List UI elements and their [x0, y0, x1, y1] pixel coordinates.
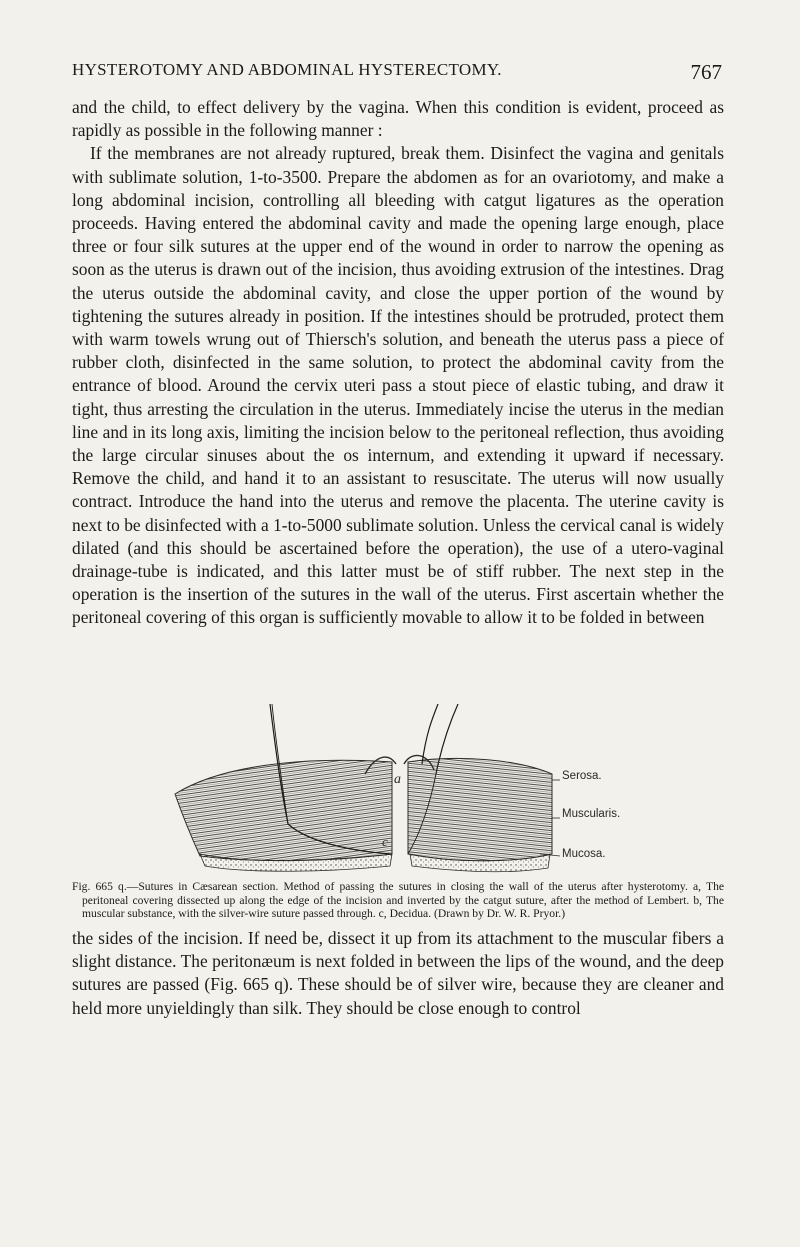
label-muscularis: Muscularis.: [562, 808, 621, 820]
body-text-top: [72, 96, 724, 630]
page-number: 767: [690, 60, 722, 84]
caption-body: Sutures in Cæsarean section. Method of passing the sutures in closing the wall of the uterus after hysterotomy. a, The peritoneal covering dissected up along the edge of the incision and inverted by the catgut suture, after the method of Lembert. b, The muscular substance, with the silver-wire suture passed through. c, Decidua. (Drawn by Dr. W. R. Pryor.): [82, 880, 725, 921]
label-c: c: [382, 834, 388, 849]
label-serosa: Serosa.: [562, 770, 602, 782]
label-mucosa: Mucosa.: [562, 848, 606, 860]
figure-caption: [72, 880, 724, 921]
paragraph: If the membranes are not already ruptured, break them. Disinfect the vagina and genitals with sublimate solution, 1-to-3500. Prepare the abdomen as for an ovariotomy, and make a long abdominal incision, controlling all bleeding with catgut ligatures as the operation proceeds. Having entered the abdominal cavity and made the opening large enough, place three or four silk sutures at the upper end of the wound in order to narrow the opening as soon as the uterus is drawn out of the incision, thus avoiding extrusion of the intestines. Drag the uterus outside the abdominal cavity, and close the upper portion of the wound by tightening the sutures already in position. If the intestines should be protruded, protect them with warm towels wrung out of Thiersch's solution, and beneath the uterus pass a piece of rubber cloth, disinfected in the same solution, to protect the abdominal cavity from the entrance of blood. Around the cervix uteri pass a stout piece of elastic tubing, and draw it tight, thus arresting the circulation in the uterus. Immediately incise the uterus in the median line and in its long axis, limiting the incision below to the peritoneal reflection, thus avoiding the large circular sinuses about the os internum, and extending it upward if necessary. Remove the child, and hand it to an assistant to resuscitate. The uterus will now usually contract. Introduce the hand into the uterus and remove the placenta. The uterine cavity is next to be disinfected with a 1-to-5000 sublimate solution. Unless the cervical canal is widely dilated (and this should be ascertained before the operation), the use of a utero-vaginal drainage-tube is indicated, and this latter must be of stiff rubber. The next step in the operation is the insertion of the sutures in the wall of the uterus. First ascertain whether the peritoneal covering of this organ is sufficiently movable to allow it to be folded in between: [72, 143, 724, 628]
running-title: HYSTEROTOMY AND ABDOMINAL HYSTERECTOMY.: [72, 60, 502, 79]
label-a: a: [394, 772, 401, 787]
caption-lead: Fig. 665 q.—: [72, 880, 139, 893]
paragraph: and the child, to effect delivery by the vagina. When this condition is evident, proceed as rapidly as possible in the following manner :: [72, 97, 724, 141]
body-text-bottom: [72, 927, 724, 1020]
page-header: [72, 60, 722, 88]
paragraph: the sides of the incision. If need be, dissect it up from its attachment to the muscular fibers a slight distance. The peritonæum is next folded in between the lips of the wound, and the deep sutures are passed (Fig. 665 q). These should be of silver wire, because they are cleaner and held more unyieldingly than silk. They should be close enough to control: [72, 928, 724, 1018]
figure-665q: [160, 704, 640, 880]
